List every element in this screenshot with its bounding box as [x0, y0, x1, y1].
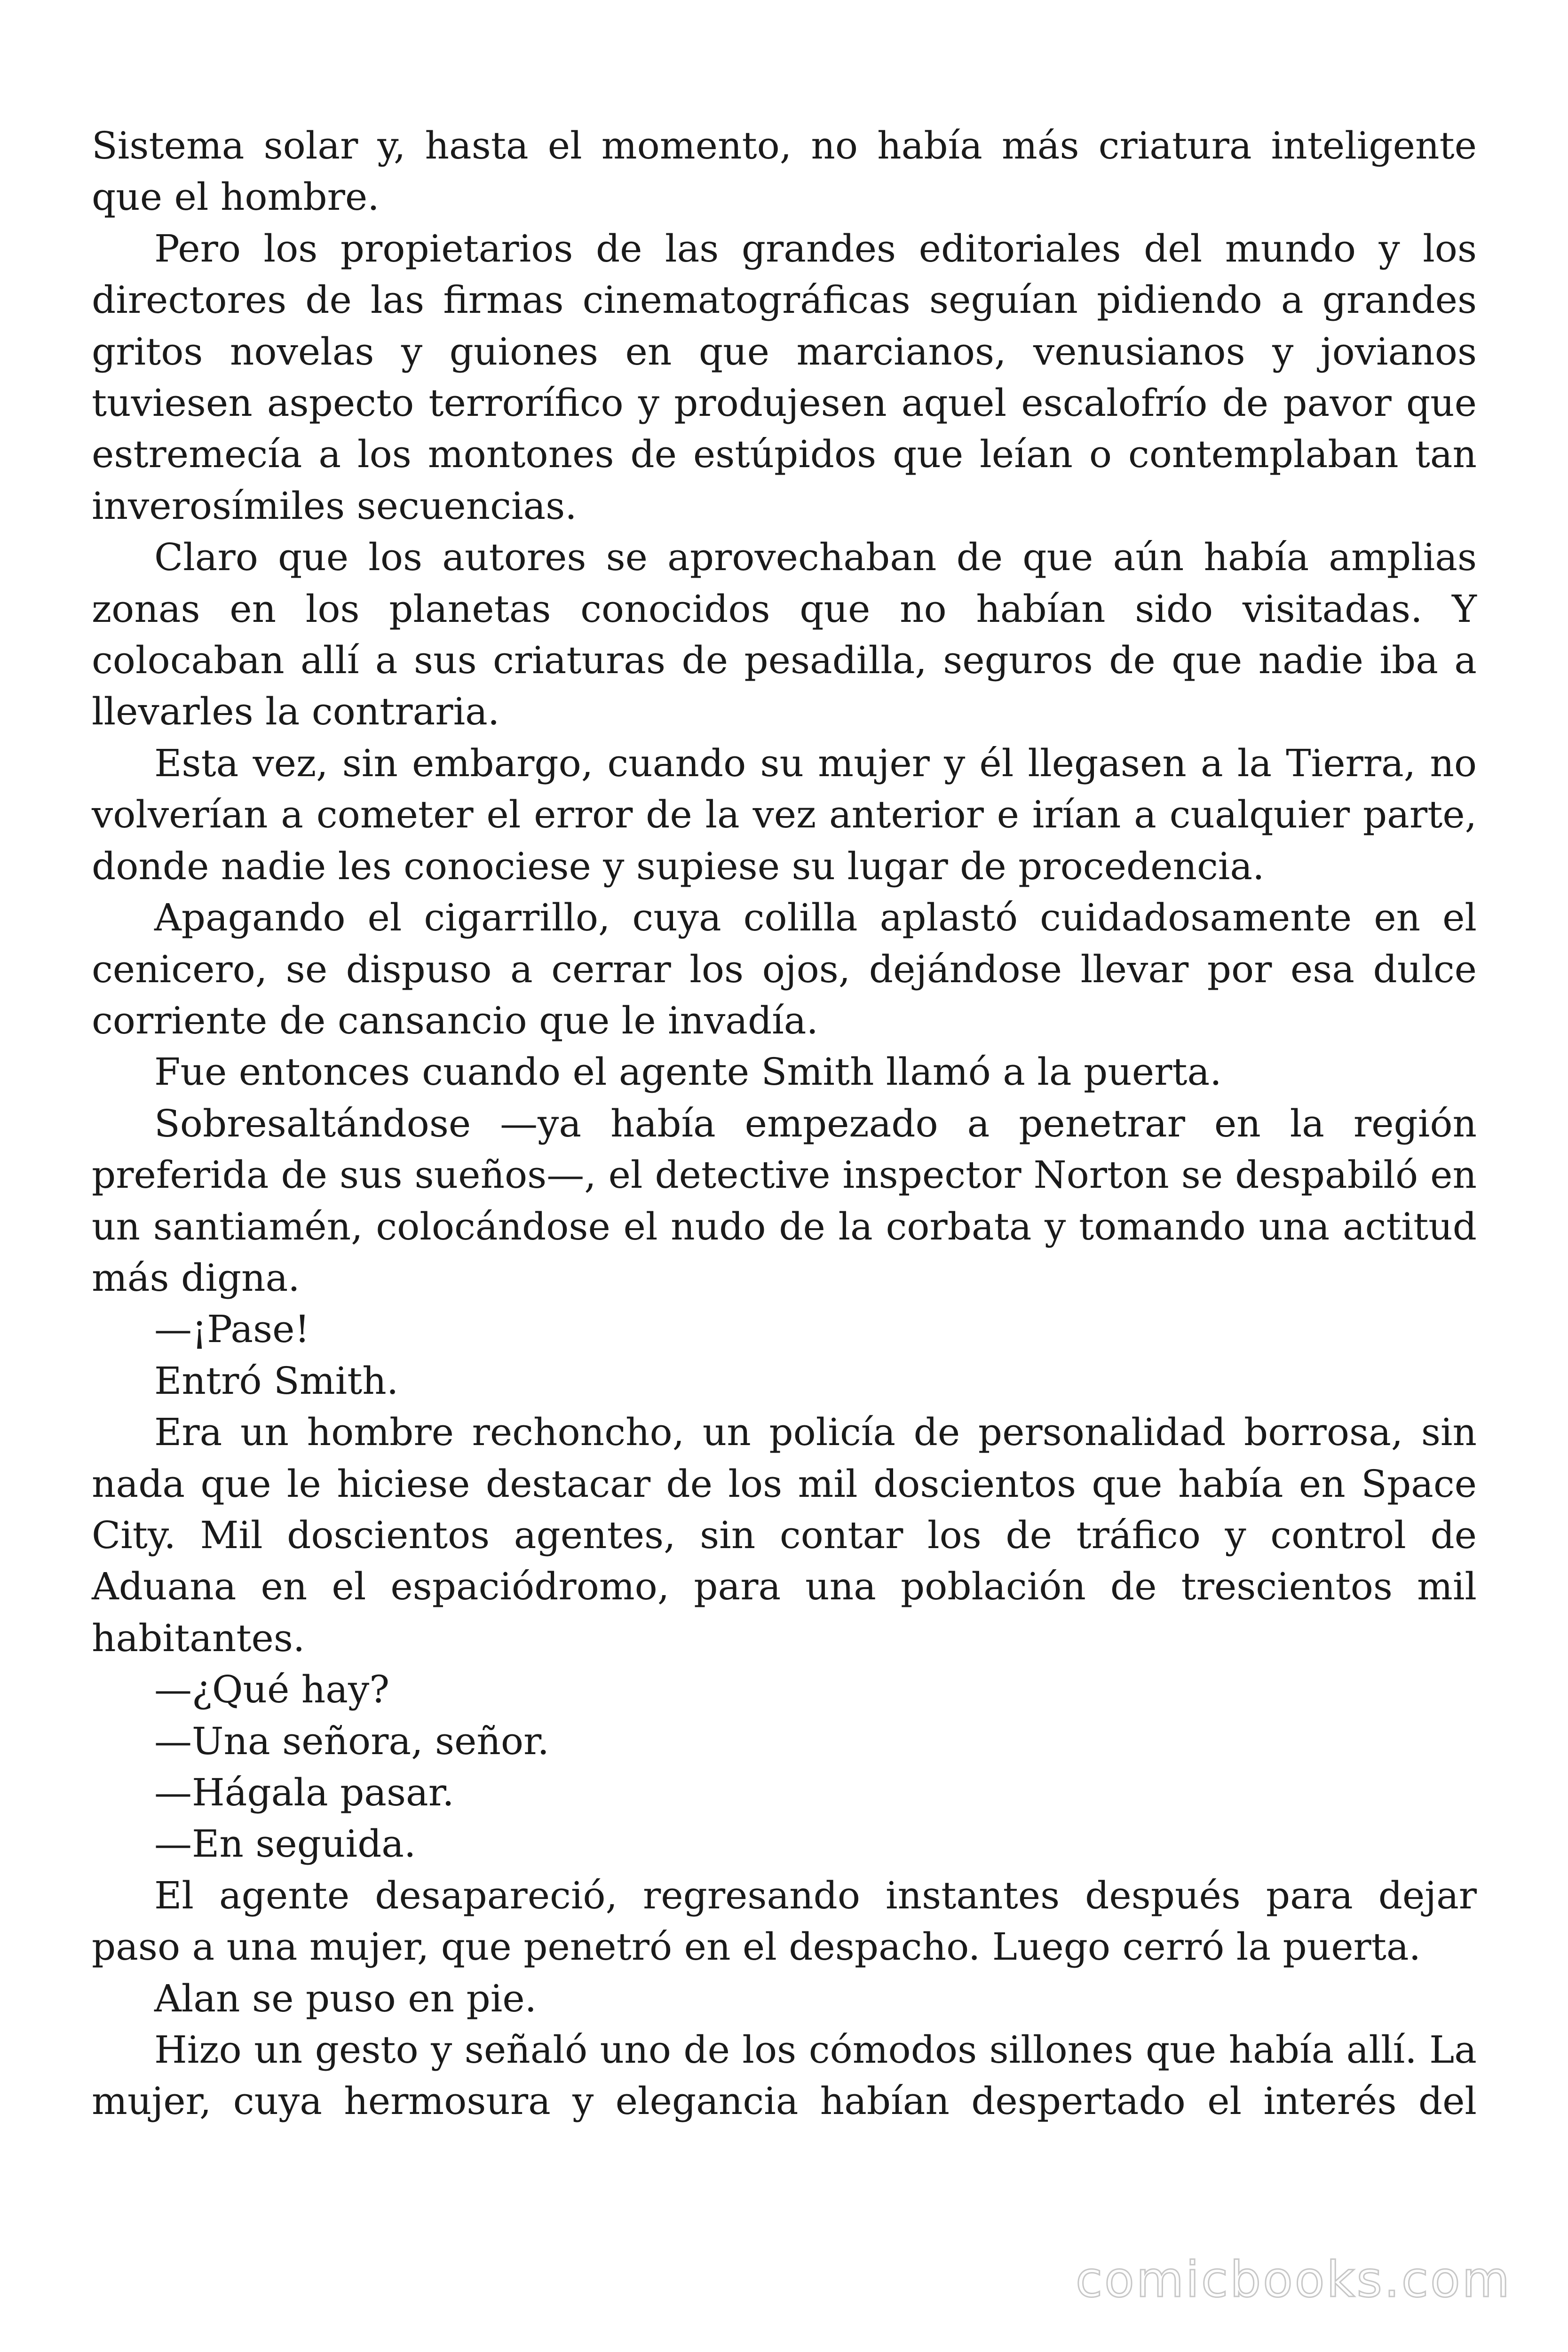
- book-page-text: [92, 120, 1477, 2127]
- paragraph: Pero los propietarios de las grandes editoriales del mundo y los directores de las firmas cinematográficas seguían pidiendo a grandes gritos novelas y guiones en que marcianos, venusianos y jovianos tuviesen aspecto terrorífico y produjesen aquel escalofrío de pavor que estremecía a los montones de estúpidos que leían o contemplaban tan inverosímiles secuencias.: [92, 226, 1477, 528]
- paragraph: Fue entonces cuando el agente Smith llamó a la puerta.: [154, 1050, 1222, 1094]
- paragraph: Era un hombre rechoncho, un policía de personalidad borrosa, sin nada que le hiciese destacar de los mil doscientos que había en Space City. Mil doscientos agentes, sin contar los de tráfico y control de Aduana en el espaciódromo, para una población de trescientos mil habitantes.: [92, 1410, 1477, 1660]
- paragraph: Sistema solar y, hasta el momento, no había más criatura inteligente que el hombre.: [92, 124, 1477, 219]
- watermark-logo: comicbooks.com: [1075, 2251, 1512, 2308]
- paragraph: El agente desapareció, regresando instantes después para dejar paso a una mujer, que penetró en el despacho. Luego cerró la puerta.: [92, 1873, 1477, 1969]
- paragraph: Alan se puso en pie.: [154, 1976, 537, 2020]
- paragraph: Sobresaltándose —ya había empezado a penetrar en la región preferida de sus sueños—, el detective inspector Norton se despabiló en un santiamén, colocándose el nudo de la corbata y tomando una actitud más digna.: [92, 1101, 1477, 1300]
- paragraph: Esta vez, sin embargo, cuando su mujer y él llegasen a la Tierra, no volverían a cometer el error de la vez anterior e irían a cualquier parte, donde nadie les conociese y supiese su lugar de procedencia.: [92, 741, 1477, 888]
- paragraph-continued: Hizo un gesto y señaló uno de los cómodos sillones que había allí. La mujer, cuya hermosura y elegancia habían despertado el interés del: [92, 2028, 1477, 2123]
- dialogue-line: —¡Pase!: [154, 1307, 310, 1351]
- paragraph: Entró Smith.: [154, 1359, 399, 1403]
- dialogue-line: —¿Qué hay?: [154, 1668, 390, 1712]
- paragraph: Apagando el cigarrillo, cuya colilla aplastó cuidadosamente en el cenicero, se dispuso a cerrar los ojos, dejándose llevar por esa dulce corriente de cansancio que le invadía.: [92, 896, 1477, 1042]
- dialogue-line: —En seguida.: [154, 1822, 416, 1866]
- dialogue-line: —Hágala pasar.: [154, 1771, 454, 1814]
- paragraph: Claro que los autores se aprovechaban de que aún había amplias zonas en los planetas conocidos que no habían sido visitadas. Y colocaban allí a sus criaturas de pesadilla, seguros de que nadie iba a llevarles la contraria.: [92, 535, 1477, 734]
- dialogue-line: —Una señora, señor.: [154, 1719, 549, 1763]
